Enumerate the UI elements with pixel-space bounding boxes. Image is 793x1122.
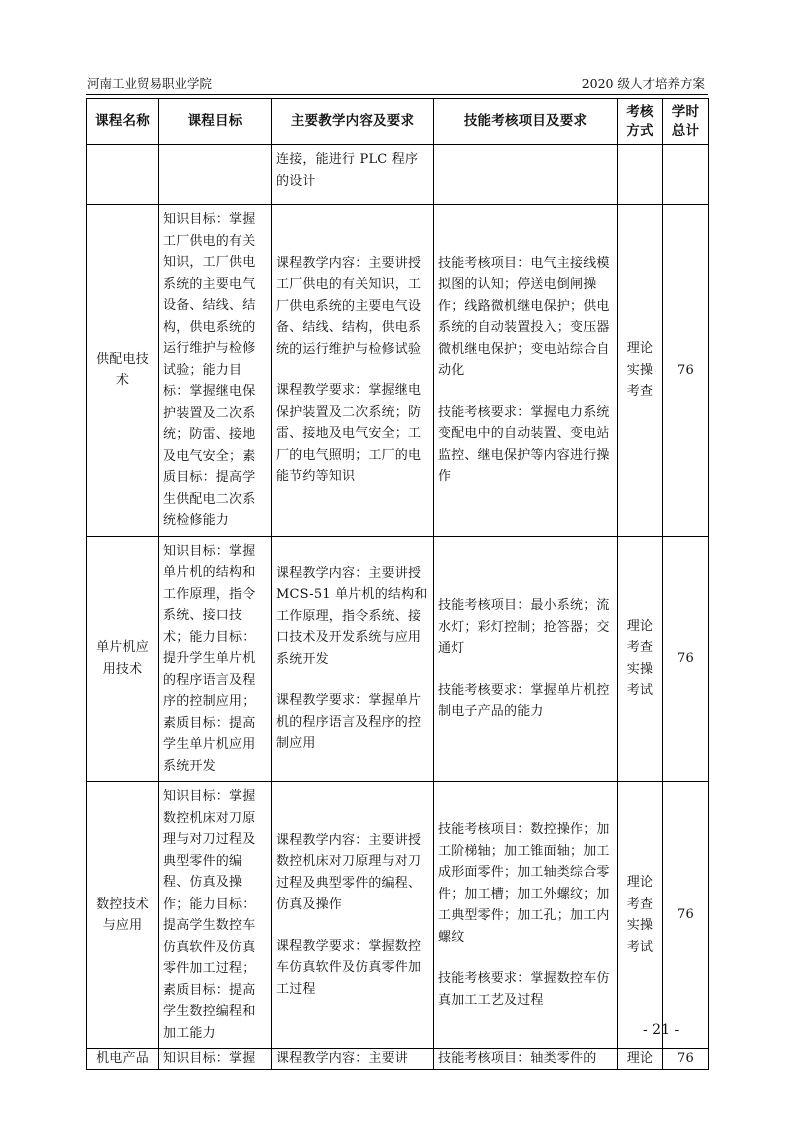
course-goal [159,145,272,205]
course-name: 机电产品 [87,1049,159,1070]
skill-requirement: 技能考核要求：掌握单片机控制电子产品的能力 [438,682,610,719]
table-row [87,782,709,1049]
total-hours: 76 [663,205,709,537]
assessment-method [618,145,663,205]
content-text: 连接，能进行 PLC 程序的设计 [276,152,419,189]
total-hours: 76 [663,782,709,1049]
col-header: 学时总计 [663,99,709,145]
course-content [272,536,434,782]
col-header: 课程目标 [159,99,272,145]
total-hours [663,145,709,205]
assessment-method: 理论 [618,1049,663,1070]
course-name: 数控技术与应用 [87,782,159,1049]
skill-requirements [434,782,618,1049]
content-text: 课程教学内容：主要讲授工厂供电的有关知识，工厂供电系统的主要电气设备、结线、结构，供电系统的运行维护与检修试验 [276,255,422,357]
assessment-method: 理论考查实操考试 [618,536,663,782]
header-school: 河南工业贸易职业学院 [87,76,213,91]
assessment-method: 理论考查实操考试 [618,782,663,1049]
col-header: 主要教学内容及要求 [272,99,434,145]
skill-items: 技能考核项目：轴类零件的 [438,1051,597,1066]
content-text: 课程教学内容：主要讲 [276,1051,409,1066]
course-goal: 知识目标：掌握 [159,1049,272,1070]
content-requirement: 课程教学要求：掌握继电保护装置及二次系统；防雷、接地及电气安全；工厂的电气照明；工厂的电能节约等知识 [276,383,422,485]
course-goal: 知识目标：掌握工厂供电的有关知识，工厂供电系统的主要电气设备、结线、结构，供电系统的运行维护与检修试验；能力目标：掌握继电保护装置及二次系统；防雷、接地及电气安全；素质目标：提高学生供配电二次系统检修能力 [159,205,272,537]
content-text: 课程教学内容：主要讲授 MCS-51 单片机的结构和工作原理，指令系统、接口技术及开发系统与应用系统开发 [276,565,428,667]
course-content [272,205,434,537]
skill-requirements [434,145,618,205]
content-requirement: 课程教学要求：掌握单片机的程序语言及程序的控制应用 [276,693,422,752]
table-row [87,1049,709,1070]
course-content [272,1049,434,1070]
course-content [272,782,434,1049]
table-row [87,536,709,782]
curriculum-table [86,98,709,1070]
skill-requirements [434,205,618,537]
assessment-method: 理论实操考查 [618,205,663,537]
table-header-row [87,99,709,145]
page-number: - 21 - [643,1022,680,1038]
course-name: 单片机应用技术 [87,536,159,782]
total-hours: 76 [663,536,709,782]
skill-requirements [434,536,618,782]
content-requirement: 课程教学要求：掌握数控车仿真软件及仿真零件加工过程 [276,938,422,997]
skill-requirements [434,1049,618,1070]
table-row [87,145,709,205]
skill-requirement: 技能考核要求：掌握数控车仿真加工工艺及过程 [438,971,610,1008]
skill-items: 技能考核项目：电气主接线模拟图的认知；停送电倒闸操作；线路微机继电保护；供电系统的自动装置投入；变压器微机继电保护；变电站综合自动化 [438,255,610,379]
col-header: 考核方式 [618,99,663,145]
col-header: 课程名称 [87,99,159,145]
skill-items: 技能考核项目：数控操作；加工阶梯轴；加工锥面轴；加工成形面零件；加工轴类综合零件；加工槽；加工外螺纹；加工典型零件；加工孔；加工内螺纹 [438,822,610,945]
skill-items: 技能考核项目：最小系统；流水灯；彩灯控制；抢答器；交通灯 [438,598,610,656]
header-plan-title: 2020 级人才培养方案 [581,76,705,91]
col-header: 技能考核项目及要求 [434,99,618,145]
course-goal: 知识目标：掌握数控机床对刀原理与对刀过程及典型零件的编程、仿真及操作；能力目标：提高学生数控车仿真软件及仿真零件加工过程；素质目标：提高学生数控编程和加工能力 [159,782,272,1049]
total-hours: 76 [663,1049,709,1070]
table-row [87,205,709,537]
course-name [87,145,159,205]
course-content [272,145,434,205]
header-rule [86,94,708,95]
course-goal: 知识目标：掌握单片机的结构和工作原理，指令系统、接口技术；能力目标：提升学生单片机的程序语言及程序的控制应用；素质目标：提高学生单片机应用系统开发 [159,536,272,782]
course-name: 供配电技术 [87,205,159,537]
content-text: 课程教学内容：主要讲授数控机床对刀原理与对刀过程及典型零件的编程、仿真及操作 [276,832,422,913]
skill-requirement: 技能考核要求：掌握电力系统变配电中的自动装置、变电站监控、继电保护等内容进行操作 [438,404,610,485]
